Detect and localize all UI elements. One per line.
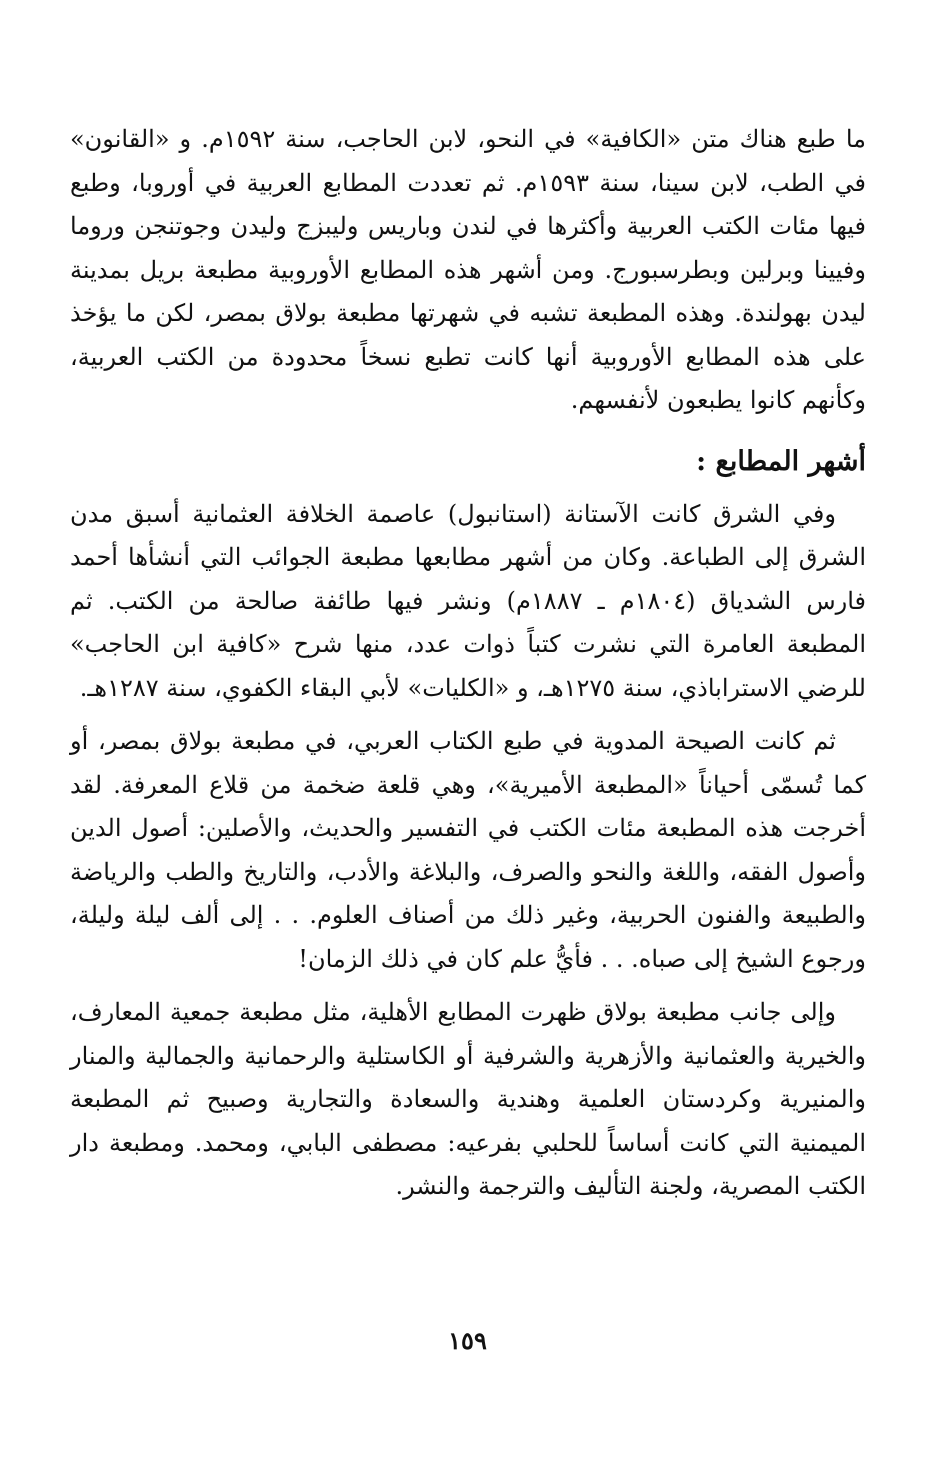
paragraph-3: ثم كانت الصيحة المدوية في طبع الكتاب العربي، في مطبعة بولاق بمصر، أو كما تُسمّى أحياناً «المطبعة الأميرية»، وهي قلعة ضخمة من قلاع المعرفة. لقد أخرجت هذه المطبعة مئات الكتب في التفسير والحديث، والأصلين: أصول الدين وأصول الفقه، واللغة والنحو والصرف، والبلاغة والأدب، والتاريخ والطب والرياضة والطبيعة والفنون الحربية، وغير ذلك من أصناف العلوم. . . إلى ألف ليلة وليلة، ورجوع الشيخ إلى صباه. . . فأيُّ علم كان في ذلك الزمان! xyxy=(70,727,866,973)
page-number: ١٥٩ xyxy=(448,1326,487,1355)
paragraph-2: وفي الشرق كانت الآستانة (استانبول) عاصمة الخلافة العثمانية أسبق مدن الشرق إلى الطباعة. وكان من أشهر مطابعها مطبعة الجوائب التي أنشأها أحمد فارس الشدياق (١٨٠٤م ـ ١٨٨٧م) ونشر فيها طائفة صالحة من الكتب. ثم المطبعة العامرة التي نشرت كتباً ذوات عدد، منها شرح «كافية ابن الحاجب» للرضي الاستراباذي، سنة ١٢٧٥هـ، و «الكليات» لأبي البقاء الكفوي، سنة ١٢٨٧هـ. xyxy=(70,499,866,702)
paragraph-4: وإلى جانب مطبعة بولاق ظهرت المطابع الأهلية، مثل مطبعة جمعية المعارف، والخيرية والعثمانية والأزهرية والشرفية أو الكاستلية والرحمانية والجمالية والمنار والمنيرية وكردستان العلمية وهندية والسعادة والتجارية وصبيح ثم المطبعة الميمنية التي كانت أساساً للحلبي بفرعيه: مصطفى البابي، ومحمد. ومطبعة دار الكتب المصرية، ولجنة التأليف والترجمة والنشر. xyxy=(70,998,867,1200)
page-body xyxy=(70,118,866,1209)
paragraph-1: ما طبع هناك متن «الكافية» في النحو، لابن الحاجب، سنة ١٥٩٢م. و «القانون» في الطب، لابن سينا، سنة ١٥٩٣م. ثم تعددت المطابع العربية في أوروبا، وطبع فيها مئات الكتب العربية وأكثرها في لندن وباريس وليبزج وليدن وجوتنجن وروما وفيينا وبرلين وبطرسبورج. ومن أشهر هذه المطابع الأوروبية مطبعة بريل بمدينة ليدن بهولندة. وهذه المطبعة تشبه في شهرتها مطبعة بولاق بمصر، لكن ما يؤخذ على هذه المطابع الأوروبية أنها كانت تطبع نسخاً محدودة من الكتب العربية، وكأنهم كانوا يطبعون لأنفسهم. xyxy=(70,125,867,414)
section-heading: أشهر المطابع : xyxy=(696,445,866,477)
